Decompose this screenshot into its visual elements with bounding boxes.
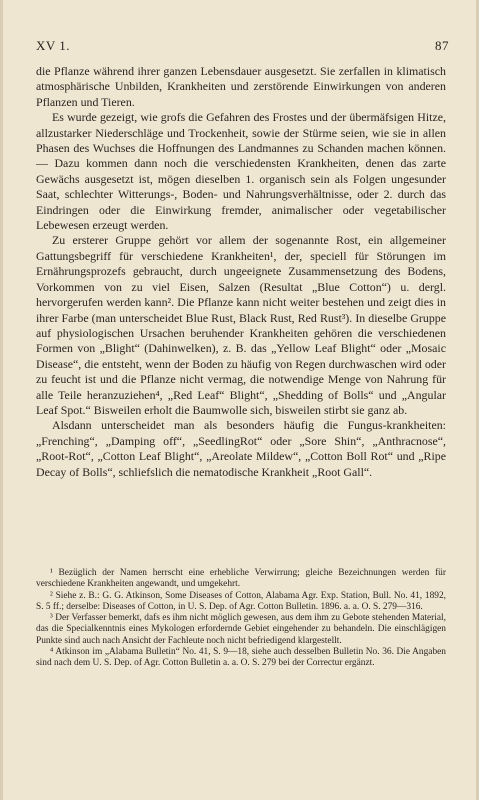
- footnote: ⁴ Atkinson im „Alabama Bulletin“ No. 41, S. 9—18, siehe auch desselben Bulletin No. 36. Die Angaben sind nach dem U. S. Dep. of Agr. Cotton Bulletin a. a. O. S. 279 bei der Correctur ergänzt.: [36, 647, 446, 669]
- paragraph: Es wurde gezeigt, wie grofs die Gefahren des Frostes und der übermäfsigen Hitze, allzustarker Niederschläge und Trockenheit, sowie der Stürme seien, wie sie in allen Phasen des Wuchses die Hoffnungen des Landmannes zu Schanden machen können. — Dazu kommen dann noch die verschiedensten Krankheiten, denen das zarte Gewächs ausgesetzt ist, mögen dieselben 1. organisch sein als Folgen ungesunder Saat, schlechter Witterungs-, Boden- und Nahrungsverhältnisse, oder 2. durch das Eindringen oder die Einwirkung fremder, animalischer oder vegetabilischer Lebewesen erzeugt werden.: [36, 110, 446, 233]
- paragraph: die Pflanze während ihrer ganzen Lebensdauer ausgesetzt. Sie zerfallen in klimatisch atmosphärische Unbilden, Krankheiten und zerstörende Einwirkungen von anderen Pflanzen und Tieren.: [36, 64, 446, 109]
- main-text: [36, 64, 446, 480]
- page-edge-left: [0, 0, 3, 800]
- footnotes: [36, 568, 446, 670]
- paragraph: Alsdann unterscheidet man als besonders häufig die Fungus-krankheiten: „Frenching“, „Damping off“, „SeedlingRot“ oder „Sore Shin“, „Anthracnose“, „Root-Rot“, „Cotton Leaf Blight“, „Areolate Mildew“, „Cotton Boll Rot“ und „Ripe Decay of Bolls“, schliefslich die nematodische Krankheit „Root Gall“.: [36, 418, 446, 479]
- paragraph: Zu ersterer Gruppe gehört vor allem der sogenannte Rost, ein allgemeiner Gattungsbegriff für verschiedene Krankheiten¹, der, speciell für Störungen im Ernährungsprozefs gebraucht, durch ungeeignete Zusammensetzung des Bodens, Vorkommen von zu viel Eisen, Salzen (Resultat „Blue Cotton“) u. dergl. hervorgerufen werden kann². Die Pflanze kann nicht weiter bestehen und zeigt dies in ihrer Farbe (man unterscheidet Blue Rust, Black Rust, Red Rust³). In dieselbe Gruppe auf physiologischen Ursachen beruhender Krankheiten gehören die verschiedenen Formen von „Blight“ (Dahinwelken), z. B. das „Yellow Leaf Blight“ oder „Mosaic Disease“, die entsteht, wenn der Boden zu häufig von Regen durchwaschen wird oder zu feucht ist und die Pflanze nicht vermag, die notwendige Menge von Nahrung für alle Teile heranzuziehen⁴, „Red Leaf“ Blight“, „Shedding of Bolls“ und „Angular Leaf Spot.“ Bisweilen erholt die Baumwolle sich, bisweilen stirbt sie ganz ab.: [36, 233, 446, 417]
- footnote: ³ Der Verfasser bemerkt, dafs es ihm nicht möglich gewesen, aus dem ihm zu Gebote stehenden Material, das die Specialkenntnis eines Mykologen erfordernde Gebiet eingehender zu behandeln. Die einschlägigen Punkte sind auch nach Ansicht der Fachleute noch nicht befriedigend klargestellt.: [36, 613, 446, 646]
- footnote: ¹ Bezüglich der Namen herrscht eine erhebliche Verwirrung; gleiche Bezeichnungen werden für verschiedene Krankheiten angewandt, und umgekehrt.: [36, 568, 446, 590]
- running-header: [36, 38, 449, 54]
- footnote: ² Siehe z. B.: G. G. Atkinson, Some Diseases of Cotton, Alabama Agr. Exp. Station, Bull. No. 41, 1892, S. 5 ff.; derselbe: Diseases of Cotton, in U. S. Dep. of Agr. Cotton Bulletin. 1896. a. a. O. S. 279—316.: [36, 590, 446, 612]
- section-number: XV 1.: [36, 38, 71, 53]
- page-number: 87: [435, 38, 449, 53]
